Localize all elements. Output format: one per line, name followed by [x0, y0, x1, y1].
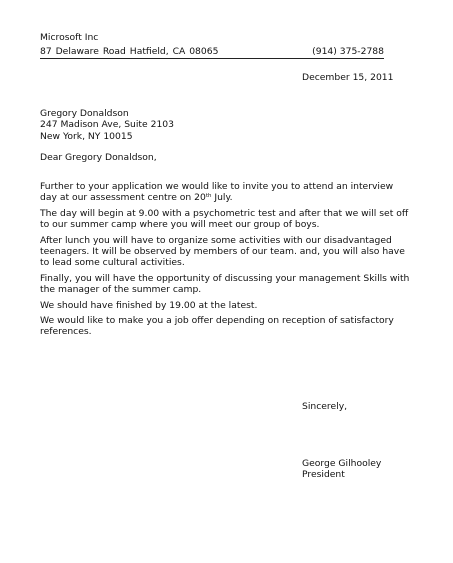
- letter-date: December 15, 2011: [302, 72, 394, 83]
- sender-company: Microsoft Inc: [40, 32, 99, 43]
- sender-phone: (914) 375-2788: [312, 46, 384, 57]
- signature-block: [302, 458, 381, 481]
- recipient-name: Gregory Donaldson: [40, 108, 129, 119]
- body-paragraph-5: We should have finished by 19.00 at the latest.: [40, 299, 258, 311]
- sender-address: 87 Delaware Road Hatfield, CA 08065: [40, 46, 219, 57]
- closing: Sincerely,: [302, 401, 348, 412]
- recipient-street: 247 Madison Ave, Suite 2103: [40, 119, 174, 131]
- body-paragraph-4: Finally, you will have the opportunity of discussing your management Skills with the manager of the summer camp.: [40, 272, 410, 296]
- recipient-block: [40, 108, 174, 142]
- header-divider: [40, 58, 384, 59]
- letter-body: [40, 181, 412, 342]
- salutation: Dear Gregory Donaldson,: [40, 152, 157, 163]
- body-paragraph-3: After lunch you will have to organize some activities with our disadvantaged teenagers. It will be observed by members of our team. and, you will also have to lead some cultural activities.: [40, 234, 405, 269]
- body-paragraph-6: We would like to make you a job offer depending on reception of satisfactory references.: [40, 315, 394, 338]
- signer-name: George Gilhooley: [302, 458, 382, 469]
- body-paragraph-2: The day will begin at 9.00 with a psychometric test and after that we will set off to our summer camp where you will meet our group of boys.: [40, 207, 409, 231]
- recipient-city: New York, NY 10015: [40, 130, 133, 142]
- body-paragraph-1: [40, 181, 412, 204]
- signer-title: President: [302, 469, 345, 481]
- ordinal-suffix: th: [205, 193, 212, 200]
- body-paragraph-1-end: July.: [211, 192, 233, 204]
- body-paragraph-1-text: Further to your application we would like to invite you to attend an interview day at our assessment centre on 20: [40, 181, 394, 204]
